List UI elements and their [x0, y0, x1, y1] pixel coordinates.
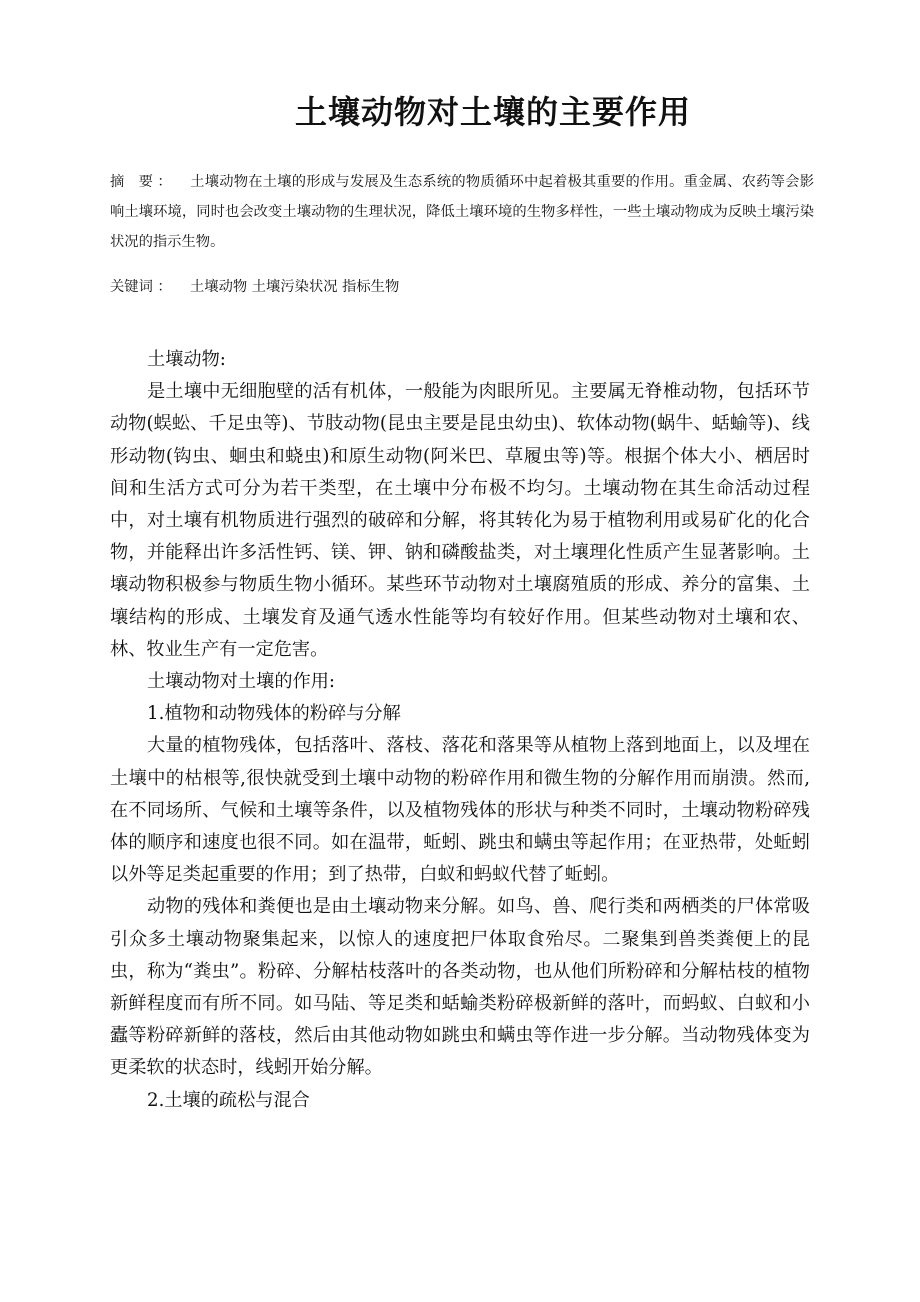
keywords-label: 关键词 ：	[110, 279, 172, 295]
abstract-label: 摘 要 ：	[110, 174, 172, 190]
document-title: 土壤动物对土壤的主要作用	[294, 93, 691, 131]
subheading-decomposition: 1.植物和动物残体的粉碎与分解	[147, 703, 401, 725]
subheading-loosening: 2.土壤的疏松与混合	[147, 1089, 310, 1111]
keywords	[110, 272, 814, 302]
body-paragraph: 动物的残体和粪便也是由土壤动物来分解。如鸟、兽、爬行类和两栖类的尸体常吸引众多土壤动物聚集起来，以惊人的速度把尸体取食殆尽。二聚集到兽类粪便上的昆虫，称为“粪虫”。粉碎、分解枯枝落叶的各类动物，也从他们所粉碎和分解枯枝的植物新鲜程度而有所不同。如马陆、等足类和蛞蝓类粉碎极新鲜的落叶，而蚂蚁、白蚁和小蠹等粉碎新鲜的落枝，然后由其他动物如跳虫和螨虫等作进一步分解。当动物残体变为更柔软的状态时，线蚓开始分解。	[110, 896, 810, 1079]
body-text	[110, 344, 810, 1117]
section-heading-effects: 土壤动物对土壤的作用:	[147, 671, 336, 693]
abstract-text: 土壤动物在土壤的形成与发展及生态系统的物质循环中起着极其重要的作用。重金属、农药等会影响土壤环境，同时也会改变土壤动物的生理状况，降低土壤环境的生物多样性，一些土壤动物成为反映土壤污染状况的指示生物。	[110, 174, 814, 250]
keywords-text: 土壤动物 土壤污染状况 指标生物	[190, 279, 400, 295]
abstract	[110, 167, 814, 257]
body-paragraph: 大量的植物残体，包括落叶、落枝、落花和落果等从植物上落到地面上，以及埋在土壤中的枯根等,很快就受到土壤中动物的粉碎作用和微生物的分解作用而崩溃。然而,在不同场所、气候和土壤等条件，以及植物残体的形状与种类不同时，土壤动物粉碎残体的顺序和速度也很不同。如在温带，蚯蚓、跳虫和螨虫等起作用；在亚热带，处蚯蚓以外等足类起重要的作用；到了热带，白蚁和蚂蚁代替了蚯蚓。	[110, 735, 810, 886]
body-paragraph: 是土壤中无细胞壁的活有机体，一般能为肉眼所见。主要属无脊椎动物，包括环节动物(蜈蚣、千足虫等)、节肢动物(昆虫主要是昆虫幼虫)、软体动物(蜗牛、蛞蝓等)、线形动物(钩虫、蛔虫和蛲虫)和原生动物(阿米巴、草履虫等)等。根据个体大小、栖居时间和生活方式可分为若干类型，在土壤中分布极不均匀。土壤动物在其生命活动过程中，对土壤有机物质进行强烈的破碎和分解，将其转化为易于植物利用或易矿化的化合物，并能释出许多活性钙、镁、钾、钠和磷酸盐类，对土壤理化性质产生显著影响。土壤动物积极参与物质生物小循环。某些环节动物对土壤腐殖质的形成、养分的富集、土壤结构的形成、土壤发育及通气透水性能等均有较好作用。但某些动物对土壤和农、林、牧业生产有一定危害。	[110, 381, 810, 660]
section-heading-soil-animals: 土壤动物:	[147, 349, 226, 370]
